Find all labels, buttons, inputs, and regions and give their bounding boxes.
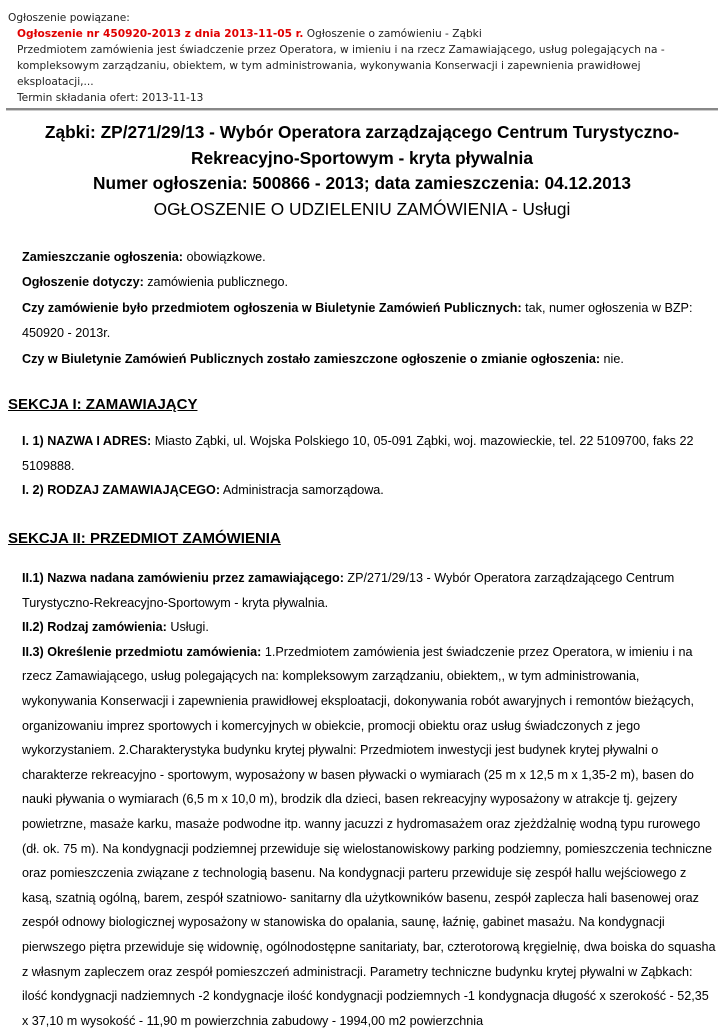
intro-item: [22, 347, 714, 372]
related-description: Przedmiotem zamówienia jest świadczenie przez Operatora, w imieniu i na rzecz Zamawiającego, usług polegających na -kompleksowym zarządzaniu, obiektem, w tym administrowania, wykonywania Konserwacji i zapewnienia prawidłowej eksploatacji,...: [17, 44, 665, 88]
section-2-heading: SEKCJA II: PRZEDMIOT ZAMÓWIENIA: [8, 530, 281, 547]
field-value: nie.: [600, 351, 624, 366]
field-value: tak, numer ogłoszenia w BZP: 450920 - 2013r.: [22, 300, 693, 341]
title-line: Ząbki: ZP/271/29/13 - Wybór Operatora zarządzającego Centrum Turystyczno-Rekreacyjno-Sportowym - kryta pływalnia: [44, 122, 680, 168]
notice-number: Numer ogłoszenia: 500866 - 2013; data zamieszczenia: 04.12.2013: [93, 173, 631, 193]
section-item: [22, 478, 716, 503]
section-item: [22, 429, 716, 478]
field-value: Miasto Ząbki, ul. Wojska Polskiego 10, 05-091 Ząbki, woj. mazowieckie, tel. 22 5109700, faks 22 5109888.: [22, 434, 694, 473]
related-deadline: Termin składania ofert: 2013-11-13: [17, 92, 204, 104]
section-item: [22, 640, 716, 1033]
related-notice: [8, 10, 708, 106]
section-item: [22, 566, 716, 615]
intro-item: [22, 270, 714, 295]
intro-item: [22, 245, 714, 270]
section-item: [22, 615, 716, 640]
field-value: 1.Przedmiotem zamówienia jest świadczenie przez Operatora, w imieniu i na rzecz Zamawiającego, usług polegających na: kompleksowym zarządzaniu, obiektem,, w tym administrowania, wykonywania Konserwacji i zapewnienia prawidłowej eksploatacji, dokonywania robót awaryjnych i remontów bieżących, organizowaniu imprez sportowych i komercyjnych w obiekcie, promocji obiektu oraz usług świadczonych z jego wykorzystaniem. 2.Charakterystyka budynku krytej pływalni: Przedmiotem inwestycji jest budynek krytej pływalni o charakterze rekreacyjno - sportowym, wyposażony w basen pływacki o wymiarach (25 m x 12,5 m x 1,35-2 m), basen do nauki pływania o wymiarach (6,5 m x 10,0 m), brodzik dla dzieci, basen rekreacyjny wyposażony w atrakcje tj. gejzery powietrzne, masaże karku, masaże podwodne itp. wanny jacuzzi z hydromasażem oraz zjeżdżalnię wodną typu rurowego (dł. ok. 75 m). Na kondygnacji podziemnej przewiduje się wielostanowiskowy parking podziemny, pomieszczenia techniczne oraz pomieszczenia związane z technologią basenu. Na kondygnacji parteru przewiduje się zespół hallu wejściowego z kasą, szatnią ogólną, barem, zespół szatniowo- sanitarny dla użytkowników basenu, zespół zaplecza hali basenowej oraz zespół odnowy biologicznej wyposażony w stanowiska do opalania, saunę, łaźnię, gabinet masażu. Na kondygnacji pierwszego piętra przewiduje się widownię, ogólnodostępne sanitariaty, bar, czterotorową kręgielnię, dwa boiska do squasha z własnym zapleczem oraz zespół pomieszczeń administracji. Parametry techniczne budynku krytej pływalni w Ząbkach: ilość kondygnacji nadziemnych -2 kondygnacje ilość kondygnacji podziemnych -1 kondygnacja długość x szerokość - 52,35 x 37,10 m wysokość - 11,90 m powierzchnia zabudowy - 1994,00 m2 powierzchnia: [22, 644, 716, 1028]
field-label: Zamieszczanie ogłoszenia:: [22, 250, 183, 264]
divider: [6, 108, 718, 111]
field-value: obowiązkowe.: [182, 250, 266, 264]
field-label: II.3) Określenie przedmiotu zamówienia:: [22, 644, 262, 659]
field-label: Czy w Biuletynie Zamówień Publicznych zostało zamieszczone ogłoszenie o zmianie ogłoszenia:: [22, 351, 601, 366]
section-1: [22, 429, 716, 503]
field-value: Administracja samorządowa.: [220, 483, 384, 498]
notice-type: OGŁOSZENIE O UDZIELENIU ZAMÓWIENIA - Usługi: [153, 198, 571, 219]
related-notice-link[interactable]: Ogłoszenie nr 450920-2013 z dnia 2013-11-05 r.: [17, 28, 304, 40]
field-label: I. 1) NAZWA I ADRES:: [22, 434, 152, 448]
related-notice-title: Ogłoszenie o zamówieniu - Ząbki: [303, 28, 482, 40]
intro-item: [22, 296, 714, 347]
field-value: zamówienia publicznego.: [143, 275, 288, 290]
related-label: Ogłoszenie powiązane:: [8, 12, 130, 24]
section-2: [22, 566, 716, 1033]
page-title: [10, 120, 714, 222]
section-1-heading: SEKCJA I: ZAMAWIAJĄCY: [8, 396, 198, 413]
field-label: II.2) Rodzaj zamówienia:: [22, 620, 167, 635]
field-value: ZP/271/29/13 - Wybór Operatora zarządzającego Centrum Turystyczno-Rekreacyjno-Sportowym - kryta pływalnia.: [22, 571, 675, 610]
field-label: I. 2) RODZAJ ZAMAWIAJĄCEGO:: [22, 483, 221, 498]
field-label: II.1) Nazwa nadana zamówieniu przez zamawiającego:: [22, 571, 344, 585]
intro-section: [22, 245, 714, 372]
field-value: Usługi.: [166, 620, 209, 635]
field-label: Ogłoszenie dotyczy:: [22, 275, 144, 290]
field-label: Czy zamówienie było przedmiotem ogłoszenia w Biuletynie Zamówień Publicznych:: [22, 300, 522, 315]
